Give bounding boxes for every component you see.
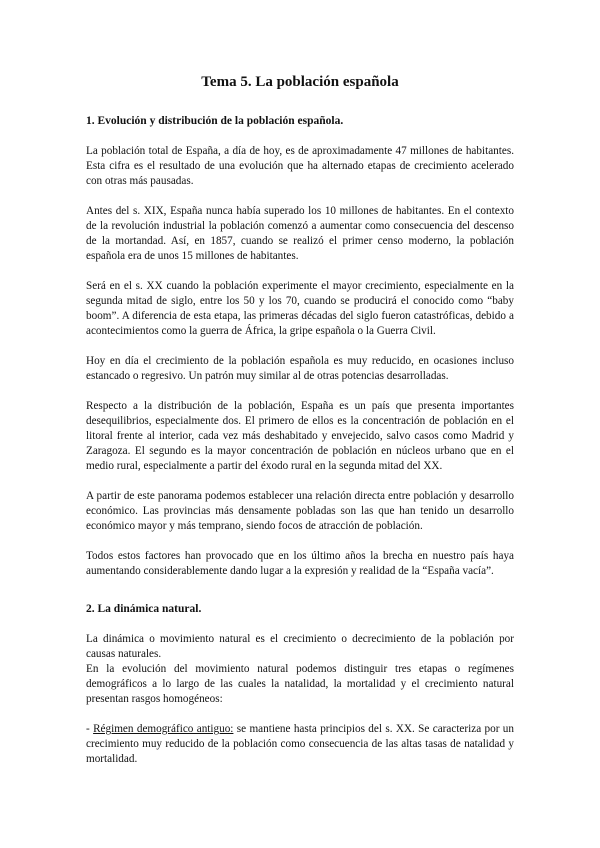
section-1-paragraph-3: Será en el s. XX cuando la población experimente el mayor crecimiento, especialmente en la segunda mitad de siglo, entre los 50 y los 70, cuando se producirá el conocido como “baby boom”. A diferencia de esta etapa, las primeras décadas del siglo fueron catastróficas, debido a acontecimientos como la guerra de África, la gripe española o la Guerra Civil. <box>86 280 514 337</box>
section-1-paragraph-1: La población total de España, a día de hoy, es de aproximadamente 47 millones de habitantes. Esta cifra es el resultado de una evolución que ha alternado etapas de crecimiento acelerado con otras más pausadas. <box>86 145 514 187</box>
section-1-paragraph-4: Hoy en día el crecimiento de la población española es muy reducido, en ocasiones incluso estancado o regresivo. Un patrón muy similar al de otras potencias desarrolladas. <box>86 355 514 382</box>
section-2-intro-2: En la evolución del movimiento natural podemos distinguir tres etapas o regímenes demográficos a lo largo de las cuales la natalidad, la mortalidad y el crecimiento natural presentan rasgos homogéneos: <box>86 663 514 705</box>
regime-antiguo-paragraph <box>86 722 514 767</box>
section-spacer <box>86 594 514 602</box>
section-2-heading: 2. La dinámica natural. <box>86 603 202 615</box>
section-1-paragraph-7: Todos estos factores han provocado que en los último años la brecha en nuestro país haya aumentando considerablemente dando lugar a la expresión y realidad de la “España vacía”. <box>86 550 514 577</box>
regime-description: se mantiene hasta principios del s. XX. Se caracteriza por un crecimiento muy reducido de la población como consecuencia de las altas tasas de natalidad y mortalidad. <box>86 723 514 765</box>
section-1-paragraph-2: Antes del s. XIX, España nunca había superado los 10 millones de habitantes. En el contexto de la revolución industrial la población comenzó a aumentar como consecuencia del descenso de la mortandad. Así, en 1857, cuando se realizó el primer censo moderno, la población española era de unos 15 millones de habitantes. <box>86 205 514 262</box>
section-1-heading: 1. Evolución y distribución de la población española. <box>86 115 344 127</box>
document-title: Tema 5. La población española <box>201 74 399 90</box>
regime-term: Régimen demográfico antiguo: <box>93 723 234 735</box>
section-2-intro-1: La dinámica o movimiento natural es el crecimiento o decrecimiento de la población por causas naturales. <box>86 633 514 660</box>
regime-bullet: - <box>86 723 94 735</box>
section-1-paragraph-5: Respecto a la distribución de la población, España es un país que presenta importantes desequilibrios, especialmente dos. El primero de ellos es la concentración de población en el litoral frente al interior, cada vez más deshabitado y envejecido, salvo casos como Madrid y Zaragoza. El segundo es la mayor concentración de población en núcleos urbano que en el medio rural, especialmente a partir del éxodo rural en la segunda mitad del XX. <box>86 400 514 472</box>
section-1-paragraph-6: A partir de este panorama podemos establecer una relación directa entre población y desarrollo económico. Las provincias más densamente pobladas son las que han tenido un desarrollo económico mayor y más temprano, siendo focos de atracción de población. <box>86 490 514 532</box>
